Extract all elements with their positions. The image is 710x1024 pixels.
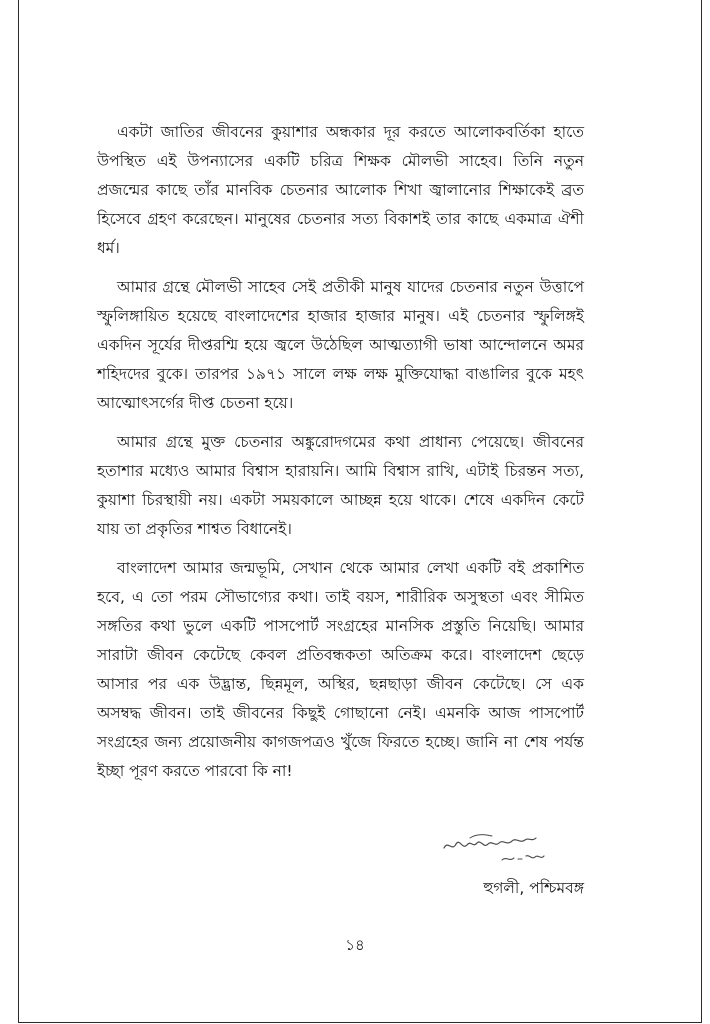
paragraph-1: একটা জাতির জীবনের কুয়াশার অন্ধকার দূর করতে আলোকবর্তিকা হাতে উপস্থিত এই উপন্যাসের একটি চরিত্র শিক্ষক মৌলভী সাহেব। তিনি নতুন প্রজন্মের কাছে তাঁর মানবিক চেতনার আলোক শিখা জ্বালানোর শিক্ষাকেই ব্রত হিসেবে গ্রহণ করেছেন। মানুষের চেতনার সত্য বিকাশই তার কাছে একমাত্র ঐশী ধর্ম। [97,123,584,257]
handwritten-signature [440,826,560,874]
paragraph-2: আমার গ্রন্থে মৌলভী সাহেব সেই প্রতীকী মানুষ যাদের চেতনার নতুন উত্তাপে স্ফুলিঙ্গায়িত হয়েছে বাংলাদেশের হাজার হাজার মানুষ। এই চেতনার স্ফুলিঙ্গই একদিন সূর্যের দীপ্তরশ্মি হয়ে জ্বলে উঠেছিল আত্মত্যাগী ভাষা আন্দোলনে অমর শহিদদের বুকে। তারপর ১৯৭১ সালে লক্ষ লক্ষ মুক্তিযোদ্ধা বাঙালির বুকে মহৎ আত্মোৎসর্গের দীপ্ত চেতনা হয়ে। [97,278,584,412]
place-name: হুগলী, পশ্চিমবঙ্গ [483,879,584,897]
page-number: ১৪ [345,936,365,954]
paragraph-4: বাংলাদেশ আমার জন্মভূমি, সেখান থেকে আমার লেখা একটি বই প্রকাশিত হবে, এ তো পরম সৌভাগ্যের কথা। তাই বয়স, শারীরিক অসুস্থতা এবং সীমিত সঙ্গতির কথা ভুলে একটি পাসপোর্ট সংগ্রহের মানসিক প্রস্তুতি নিয়েছি। আমার সারাটা জীবন কেটেছে কেবল প্রতিবন্ধকতা অতিক্রম করে। বাংলাদেশ ছেড়ে আসার পর এক উদ্ভ্রান্ত, ছিন্নমূল, অস্থির, ছন্নছাড়া জীবন কেটেছে। সে এক অসম্বদ্ধ জীবন। তাই জীবনের কিছুই গোছানো নেই। এমনকি আজ পাসপোর্ট সংগ্রহের জন্য প্রয়োজনীয় কাগজপত্রও খুঁজে ফিরতে হচ্ছে। জানি না শেষ পর্যন্ত ইচ্ছা পূরণ করতে পারবো কি না! [97,559,584,780]
paragraph-3: আমার গ্রন্থে মুক্ত চেতনার অঙ্কুরোদগমের কথা প্রাধান্য পেয়েছে। জীবনের হতাশার মধ্যেও আমার বিশ্বাস হারায়নি। আমি বিশ্বাস রাখি, এটাই চিরন্তন সত্য, কুয়াশা চিরস্থায়ী নয়। একটা সময়কালে আচ্ছন্ন হয়ে থাকে। শেষে একদিন কেটে যায় তা প্রকৃতির শাশ্বত বিধানেই। [97,433,584,538]
preface-text [97,118,584,796]
